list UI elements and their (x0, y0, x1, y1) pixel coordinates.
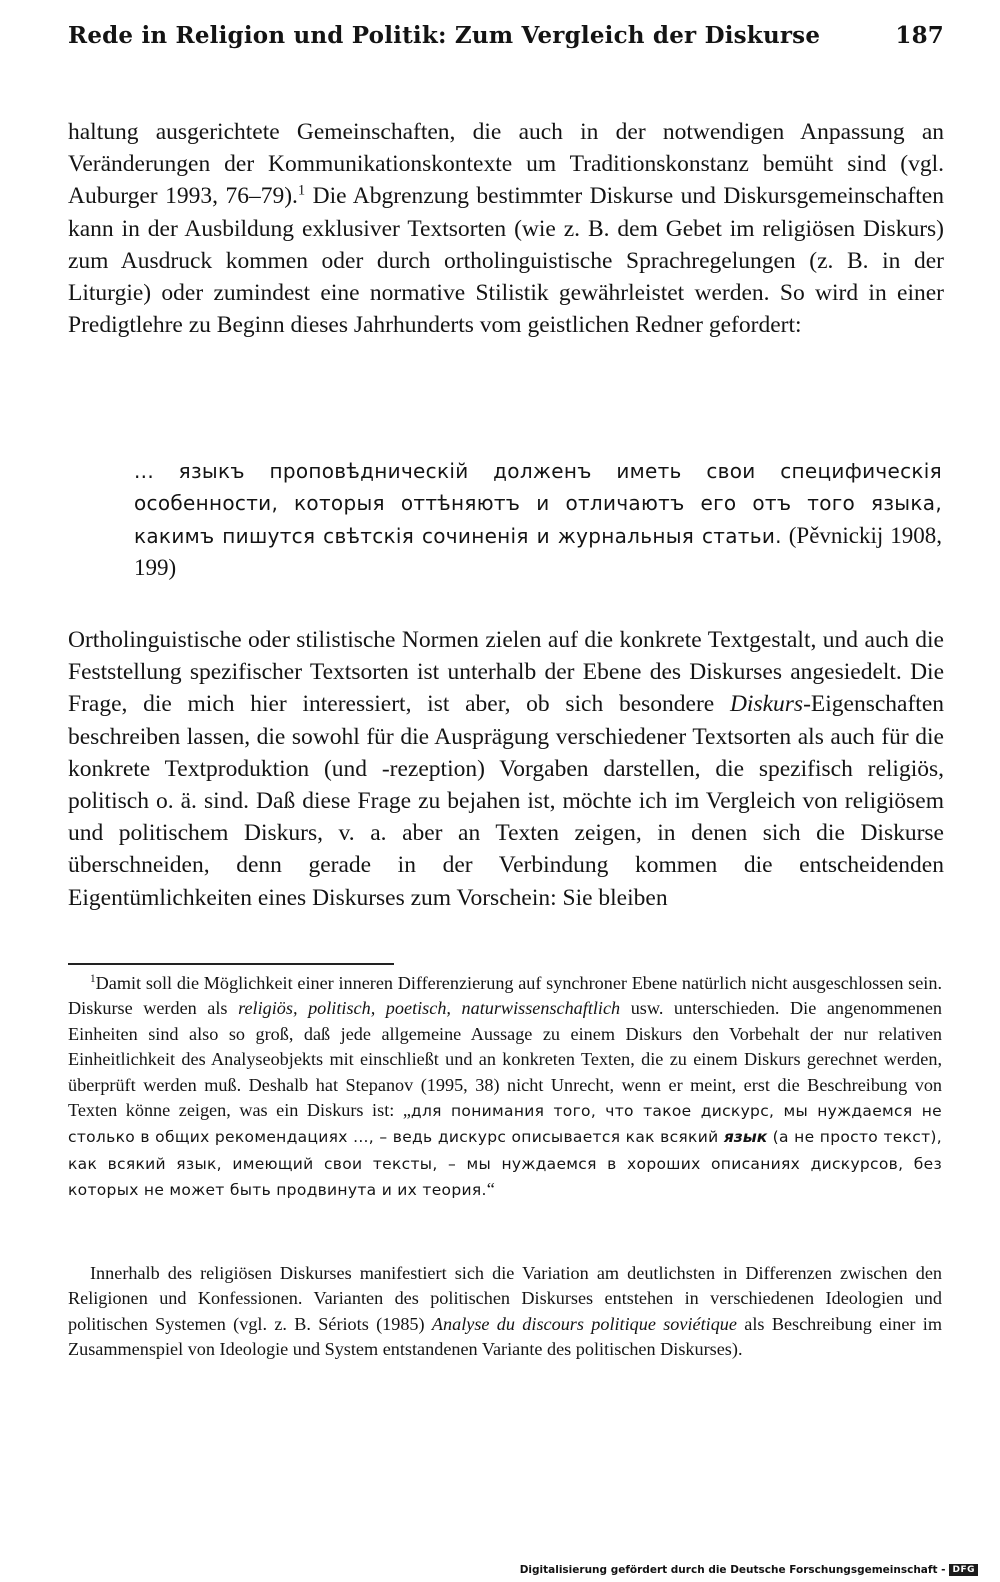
paragraph-1-text-a: haltung ausgerichtete Gemeinschaften, die auch in der notwendigen Anpassung an Veränderungen der Kommunikationskontexte um Traditionskonstanz bemüht sind (vgl. Auburger 1993, 76–79). (68, 119, 944, 210)
footnote-divider (68, 963, 394, 965)
running-header (68, 22, 944, 49)
footnote-1-continuation (68, 1261, 942, 1363)
footnote-1-italic: religiös, politisch, poetisch, naturwissenschaftlich (238, 998, 621, 1019)
footnote-2-text-b: als Beschreibung einer im Zusammenspiel von Ideologie und System entstandenen Variante des politischen Diskurses). (68, 1313, 943, 1360)
quote-citation: (Pěvnickij 1908, 199) (134, 522, 942, 581)
footnote-2-italic: Analyse du discours politique soviétique (431, 1313, 737, 1334)
paragraph-2-text-b: -Eigenschaften beschreiben lassen, die sowohl für die Ausprägung verschiedener Textsorten als auch für die konkrete Textproduktion (und -rezeption) Vorgaben darstellen, die spezifisch religiös, politisch o. ä. sind. Daß diese Frage zu bejahen ist, möchte ich im Vergleich von religiösem und politischem Diskurs, v. a. aber an Texten zeigen, in denen sich die Diskurse überschneiden, denn gerade in der Verbindung kommen die entscheidenden Eigentümlichkeiten eines Diskurses zum Vorschein: Sie bleiben (68, 691, 944, 911)
quote-text: ... языкъ проповѣдническій долженъ иметь свои специфическія особенности, которыя оттѣняютъ и отличаютъ его отъ того языка, какимъ пишутся свѣтскія сочиненія и журнальныя статьи. (134, 459, 942, 548)
dfg-logo[interactable]: DFG (949, 1564, 978, 1576)
footnote-1-russian-b: (а не просто текст), как всякий язык, имеющий свои тексты, – мы нуждаемся в хороших описаниях дискурсов, без которых не может быть продвинута и их теория. (68, 1128, 943, 1200)
paragraph-1 (68, 116, 944, 341)
page-number: 187 (895, 22, 944, 49)
footnote-1-russian-italic: язык (723, 1128, 768, 1147)
paragraph-2-italic: Diskurs (729, 691, 804, 718)
footnote-1-close-quote: “ (486, 1179, 495, 1200)
paragraph-2 (68, 624, 944, 914)
footnote-2-text-a: Innerhalb des religiösen Diskurses manifestiert sich die Variation am deutlichsten in Differenzen zwischen den Religionen und Konfessionen. Varianten des politischen Diskurses entstehen in verschiedenen Ideologien und politischen Systemen (vgl. z. B. Sériots (1985) (68, 1263, 942, 1334)
digitization-footer (520, 1564, 978, 1576)
footnote-1-text-a: Damit soll die Möglichkeit einer inneren Differenzierung auf synchroner Ebene natürlich nicht ausgeschlossen sein. Diskurse werden als (68, 973, 942, 1019)
running-title: Rede in Religion und Politik: Zum Vergleich der Diskurse (68, 22, 821, 49)
footnote-1-text-b: usw. unterschieden. Die angenommenen Einheiten sind also so groß, daß jede allgemeine Aussage zu einem Diskurs den Vorbehalt der nur relativen Einheitlichkeit des Analyseobjekts mit einschließt und an konkreten Texten, die zu einem Diskurs gerechnet werden, überprüft werden muß. Deshalb hat Stepanov (1995, 38) nicht Unrecht, wenn er meint, erst die Beschreibung von Texten könne zeigen, was ein Diskurs ist: „ (68, 998, 942, 1121)
paragraph-2-text-a: Ortholinguistische oder stilistische Normen zielen auf die konkrete Textgestalt, und auch die Feststellung spezifischer Textsorten ist unterhalb der Ebene des Diskurses angesiedelt. Die Frage, die mich hier interessiert, ist aber, ob sich besondere (68, 627, 944, 718)
footnote-marker: 1 (90, 973, 96, 986)
footnote-1 (68, 971, 942, 1204)
paragraph-1-text-b: Die Abgrenzung bestimmter Diskurse und Diskursgemeinschaften kann in der Ausbildung exklusiver Textsorten (wie z. B. dem Gebet im religiösen Diskurs) zum Ausdruck kommen oder durch ortholinguistische Sprachregelungen (z. B. in der Liturgie) oder zumindest eine normative Stilistik gewährleistet werden. So wird in einer Predigtlehre zu Beginn dieses Jahrhunderts vom geistlichen Redner gefordert: (68, 183, 944, 339)
footer-text: Digitalisierung gefördert durch die Deutsche Forschungsgemeinschaft - (519, 1564, 946, 1576)
footnote-reference[interactable]: 1 (297, 182, 306, 199)
footnote-1-russian-a: для понимания того, что такое дискурс, мы нуждаемся не столько в общих рекомендациях ..., – ведь дискурс описывается как всякий (68, 1102, 942, 1147)
block-quote (134, 455, 942, 585)
